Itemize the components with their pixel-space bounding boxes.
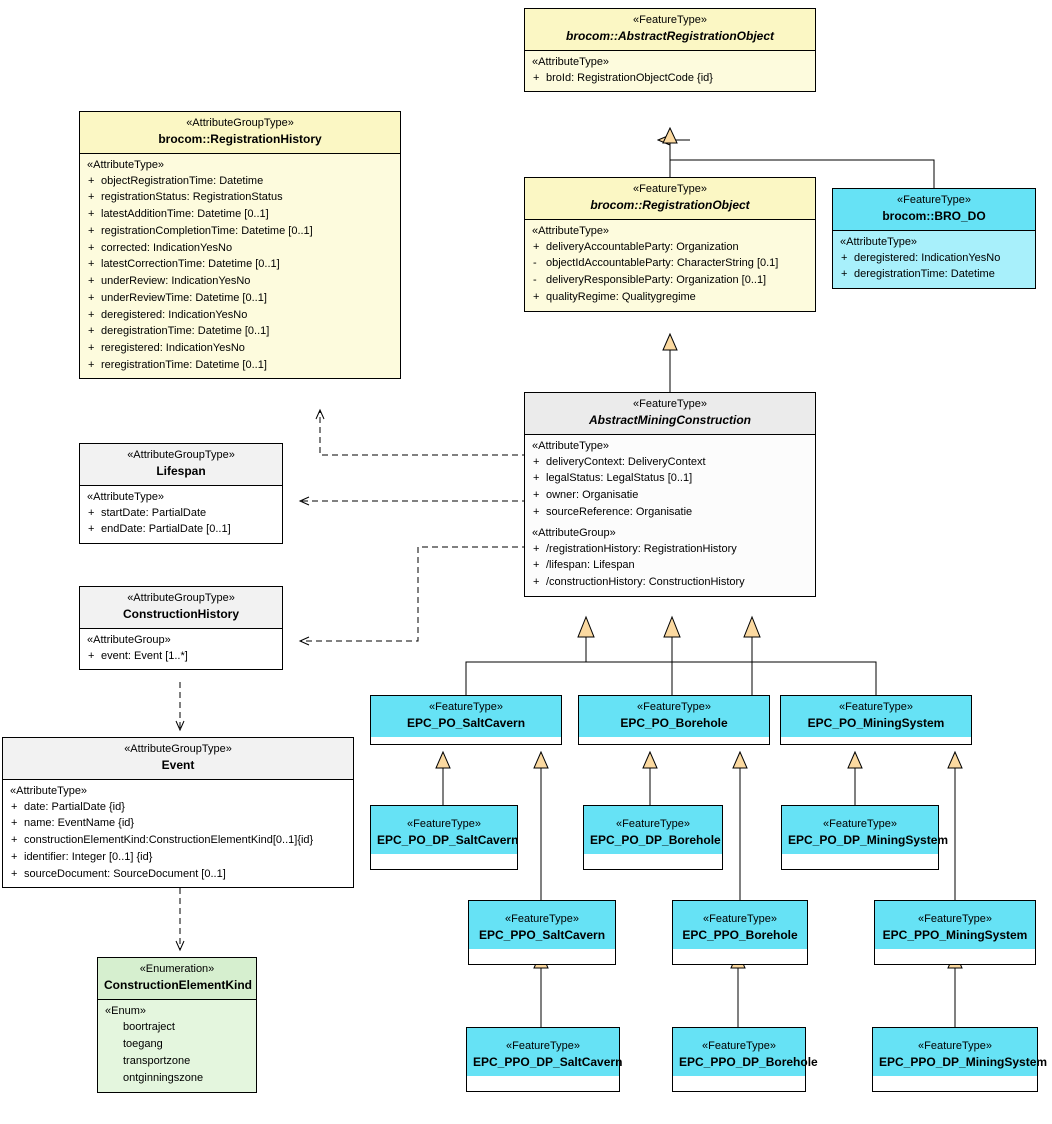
attribute-text: identifier: Integer [0..1] {id}: [24, 850, 153, 863]
attribute-row: [8, 815, 348, 832]
attribute-row: [85, 206, 395, 223]
attribute-text: owner: Organisatie: [546, 489, 639, 502]
class-name: EPC_PO_DP_Borehole: [590, 832, 721, 847]
class-epc-po-miningsystem[interactable]: [780, 695, 972, 745]
stereotype-label: «AttributeGroupType»: [127, 449, 235, 461]
stereotype-label: «Enumeration»: [139, 963, 215, 975]
class-header: [579, 696, 769, 737]
class-header: [673, 1028, 818, 1076]
class-header: [80, 444, 282, 485]
attribute-text: reregistered: IndicationYesNo: [101, 341, 245, 354]
attribute-text: underReview: IndicationYesNo: [101, 275, 251, 288]
attribute-text: constructionElementKind:ConstructionElementKind[0..1]{id}: [24, 834, 314, 847]
visibility: +: [11, 867, 18, 880]
visibility: +: [533, 455, 540, 468]
class-name: brocom::RegistrationHistory: [158, 131, 322, 146]
class-epc-ppo-dp-miningsystem[interactable]: [872, 1027, 1048, 1092]
class-name: EPC_PO_DP_MiningSystem: [788, 832, 949, 847]
class-header: [371, 806, 517, 854]
attribute-text: reregistrationTime: Datetime [0..1]: [101, 358, 267, 371]
attribute-row: [530, 239, 810, 256]
attribute-row: [530, 255, 810, 272]
attribute-section: [525, 50, 815, 92]
class-header: [673, 901, 807, 949]
attribute-row: [85, 173, 395, 190]
class-header: [371, 696, 561, 737]
attribute-text: corrected: IndicationYesNo: [101, 241, 233, 254]
attribute-text: sourceReference: Organisatie: [546, 505, 693, 518]
attribute-row: [8, 849, 348, 866]
visibility: +: [533, 472, 540, 485]
attribute-text: deliveryResponsibleParty: Organization [0..1]: [546, 274, 767, 287]
class-header: [873, 1028, 1048, 1076]
attribute-row: [530, 487, 810, 504]
attribute-row: [85, 256, 395, 273]
class-event[interactable]: [2, 737, 354, 888]
attribute-row: [838, 266, 1030, 283]
stereotype-label: «FeatureType»: [616, 818, 690, 830]
stereotype-label: «FeatureType»: [637, 701, 711, 713]
visibility: +: [533, 576, 540, 589]
class-header: [525, 178, 815, 219]
enum-value: toegang: [123, 1037, 163, 1050]
class-name: Event: [161, 757, 195, 772]
visibility: +: [841, 268, 848, 281]
attribute-section: [3, 779, 353, 888]
stereotype-label: «FeatureType»: [633, 14, 707, 26]
attribute-row: [85, 307, 395, 324]
attribute-text: underReviewTime: Datetime [0..1]: [101, 291, 267, 304]
attribute-row: [85, 648, 277, 665]
attribute-row: [8, 799, 348, 816]
stereotype-label: «AttributeGroupType»: [127, 592, 235, 604]
section-label: «AttributeType»: [10, 784, 88, 797]
attribute-row: [530, 574, 810, 591]
class-header: [525, 393, 815, 434]
class-epc-ppo-miningsystem[interactable]: [874, 900, 1036, 965]
attribute-row: [530, 454, 810, 471]
class-epc-po-saltcavern[interactable]: [370, 695, 562, 745]
section-label-group: «AttributeGroup»: [532, 526, 616, 539]
attribute-text: event: Event [1..*]: [101, 649, 188, 662]
visibility: +: [88, 291, 95, 304]
class-name: Lifespan: [156, 463, 206, 478]
class-name: EPC_PPO_SaltCavern: [478, 927, 606, 942]
visibility: +: [88, 358, 95, 371]
class-epc-ppo-borehole[interactable]: [672, 900, 808, 965]
attribute-row: [530, 70, 810, 87]
visibility: +: [533, 290, 540, 303]
attribute-row: [8, 866, 348, 883]
stereotype-label: «FeatureType»: [505, 913, 579, 925]
visibility: +: [88, 325, 95, 338]
class-header: [467, 1028, 623, 1076]
attribute-row: [530, 541, 810, 558]
visibility: +: [11, 817, 18, 830]
visibility: +: [88, 174, 95, 187]
visibility: -: [533, 257, 537, 270]
visibility: +: [11, 800, 18, 813]
visibility: +: [533, 489, 540, 502]
attribute-row: [530, 557, 810, 574]
class-name: brocom::RegistrationObject: [590, 197, 750, 212]
enum-value: transportzone: [123, 1054, 191, 1067]
visibility: +: [533, 559, 540, 572]
visibility: +: [11, 850, 18, 863]
attribute-row: [85, 273, 395, 290]
visibility: +: [88, 506, 95, 519]
attribute-row: [530, 289, 810, 306]
attribute-text: objectRegistrationTime: Datetime: [101, 174, 264, 187]
class-epc-ppo-dp-saltcavern[interactable]: [466, 1027, 623, 1092]
attribute-text: deregistrationTime: Datetime: [854, 268, 995, 281]
class-header: [584, 806, 722, 854]
attribute-section: [833, 230, 1035, 288]
attribute-text: objectIdAccountableParty: CharacterString [0.1]: [546, 257, 779, 270]
visibility: +: [11, 834, 18, 847]
stereotype-label: «FeatureType»: [633, 398, 707, 410]
class-header: [3, 738, 353, 779]
attribute-text: deliveryContext: DeliveryContext: [546, 455, 706, 468]
attribute-text: registrationCompletionTime: Datetime [0..1]: [101, 224, 313, 237]
stereotype-label: «FeatureType»: [703, 913, 777, 925]
attribute-row: [85, 290, 395, 307]
attribute-row: [838, 250, 1030, 267]
class-epc-po-dp-miningsystem[interactable]: [781, 805, 949, 870]
attribute-section: [525, 219, 815, 311]
attribute-row: [8, 832, 348, 849]
stereotype-label: «FeatureType»: [918, 913, 992, 925]
class-bro-do[interactable]: [832, 188, 1036, 289]
attribute-text: /constructionHistory: ConstructionHistory: [546, 576, 745, 589]
attribute-row: [85, 340, 395, 357]
stereotype-label: «FeatureType»: [429, 701, 503, 713]
class-name: EPC_PO_Borehole: [620, 715, 728, 730]
class-epc-ppo-dp-borehole[interactable]: [672, 1027, 818, 1092]
stereotype-label: «FeatureType»: [897, 194, 971, 206]
stereotype-label: «AttributeGroupType»: [186, 117, 294, 129]
attribute-text: latestAdditionTime: Datetime [0..1]: [101, 208, 269, 221]
attribute-row: [85, 189, 395, 206]
class-epc-po-dp-borehole[interactable]: [583, 805, 723, 870]
attribute-text: latestCorrectionTime: Datetime [0..1]: [101, 258, 280, 271]
stereotype-label: «FeatureType»: [839, 701, 913, 713]
attribute-section: [80, 153, 400, 379]
attribute-row: [85, 223, 395, 240]
visibility: +: [88, 208, 95, 221]
attribute-text: legalStatus: LegalStatus [0..1]: [546, 472, 693, 485]
enum-value: ontginningszone: [123, 1071, 204, 1084]
section-label: «AttributeType»: [840, 235, 918, 248]
class-name: AbstractMiningConstruction: [589, 412, 751, 427]
class-name: ConstructionElementKind: [104, 977, 253, 992]
visibility: +: [88, 649, 95, 662]
visibility: -: [533, 274, 537, 287]
class-header: [98, 958, 256, 999]
attribute-row: [85, 240, 395, 257]
attribute-row: [530, 504, 810, 521]
class-name: EPC_PPO_DP_SaltCavern: [473, 1054, 623, 1069]
class-header: [469, 901, 615, 949]
attribute-row: [85, 357, 395, 374]
class-name: EPC_PO_MiningSystem: [807, 715, 945, 730]
class-header: [80, 112, 400, 153]
class-epc-po-dp-saltcavern[interactable]: [370, 805, 518, 870]
class-epc-po-borehole[interactable]: [578, 695, 770, 745]
visibility: +: [533, 240, 540, 253]
attribute-row: [530, 272, 810, 289]
attribute-text: deliveryAccountableParty: Organization: [546, 240, 739, 253]
stereotype-label: «FeatureType»: [918, 1040, 992, 1052]
section-label: «AttributeType»: [87, 158, 165, 171]
class-name: brocom::BRO_DO: [882, 208, 986, 223]
class-name: EPC_PO_SaltCavern: [406, 715, 526, 730]
attribute-text: registrationStatus: RegistrationStatus: [101, 191, 283, 204]
section-label: «Enum»: [105, 1004, 146, 1017]
attribute-text: date: PartialDate {id}: [24, 800, 125, 813]
class-epc-ppo-saltcavern[interactable]: [468, 900, 616, 965]
class-header: [875, 901, 1035, 949]
attribute-row: [85, 323, 395, 340]
visibility: +: [88, 341, 95, 354]
section-label: «AttributeType»: [87, 490, 165, 503]
class-name: EPC_PPO_MiningSystem: [882, 927, 1028, 942]
section-label: «AttributeType»: [532, 224, 610, 237]
stereotype-label: «FeatureType»: [702, 1040, 776, 1052]
attribute-section: [80, 485, 282, 543]
attribute-text: deregistered: IndicationYesNo: [101, 308, 248, 321]
section-label: «AttributeGroup»: [87, 633, 171, 646]
stereotype-label: «FeatureType»: [633, 183, 707, 195]
attribute-text: qualityRegime: Qualitygregime: [546, 290, 696, 303]
attribute-text: startDate: PartialDate: [101, 506, 207, 519]
attribute-text: broId: RegistrationObjectCode {id}: [546, 71, 713, 84]
stereotype-label: «FeatureType»: [407, 818, 481, 830]
class-name: EPC_PPO_DP_Borehole: [679, 1054, 818, 1069]
attribute-text: sourceDocument: SourceDocument [0..1]: [24, 867, 226, 880]
class-registration-object[interactable]: [524, 177, 816, 312]
stereotype-label: «AttributeGroupType»: [124, 743, 232, 755]
attribute-section: [525, 434, 815, 596]
section-label: «AttributeType»: [532, 439, 610, 452]
attribute-row: [85, 521, 277, 538]
visibility: +: [88, 191, 95, 204]
attribute-text: /lifespan: Lifespan: [546, 559, 635, 572]
class-header: [80, 587, 282, 628]
class-header: [782, 806, 949, 854]
visibility: +: [88, 224, 95, 237]
attribute-row: [85, 505, 277, 522]
attribute-text: endDate: PartialDate [0..1]: [101, 523, 231, 536]
class-name: EPC_PPO_DP_MiningSystem: [879, 1054, 1048, 1069]
class-lifespan[interactable]: [79, 443, 283, 544]
enum-value: boortraject: [123, 1020, 175, 1033]
enumeration-construction-element-kind[interactable]: [97, 957, 257, 1093]
class-header: [833, 189, 1035, 230]
enum-section: [98, 999, 256, 1092]
section-label: «AttributeType»: [532, 55, 610, 68]
class-abstract-mining-construction[interactable]: [524, 392, 816, 597]
class-header: [781, 696, 971, 737]
attribute-text: deregistrationTime: Datetime [0..1]: [101, 325, 270, 338]
attribute-section: [80, 628, 282, 670]
visibility: +: [88, 258, 95, 271]
class-name: ConstructionHistory: [122, 606, 239, 621]
class-registration-history[interactable]: [79, 111, 401, 379]
visibility: +: [533, 505, 540, 518]
visibility: +: [88, 523, 95, 536]
visibility: +: [533, 542, 540, 555]
visibility: +: [841, 251, 848, 264]
class-name: brocom::AbstractRegistrationObject: [565, 28, 775, 43]
attribute-text: /registrationHistory: RegistrationHistory: [546, 542, 737, 555]
visibility: +: [88, 241, 95, 254]
attribute-text: name: EventName {id}: [24, 817, 135, 830]
class-header: [525, 9, 815, 50]
visibility: +: [88, 308, 95, 321]
class-construction-history[interactable]: [79, 586, 283, 670]
class-name: EPC_PO_DP_SaltCavern: [377, 832, 519, 847]
stereotype-label: «FeatureType»: [823, 818, 897, 830]
class-name: EPC_PPO_Borehole: [682, 927, 798, 942]
visibility: +: [88, 275, 95, 288]
class-abstract-registration-object[interactable]: [524, 8, 816, 92]
visibility: +: [533, 71, 540, 84]
attribute-text: deregistered: IndicationYesNo: [854, 251, 1001, 264]
stereotype-label: «FeatureType»: [506, 1040, 580, 1052]
attribute-row: [530, 470, 810, 487]
